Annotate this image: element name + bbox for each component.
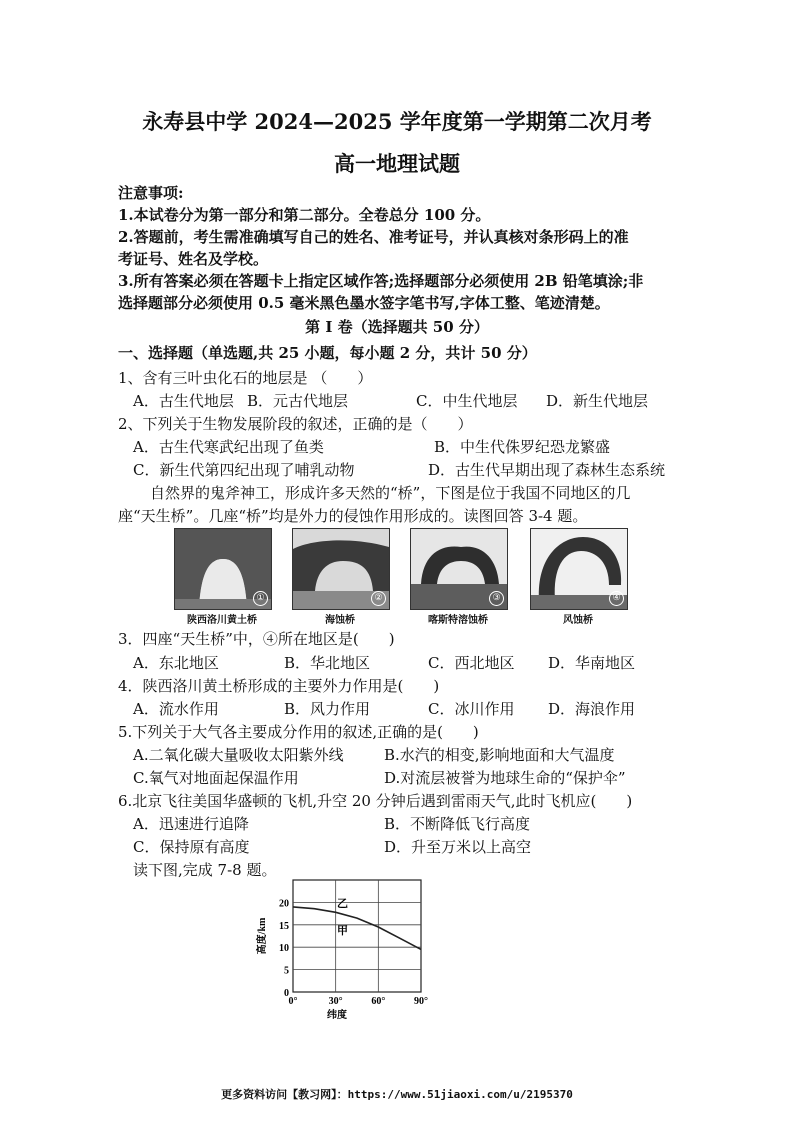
photo-number-4: ④ xyxy=(609,591,624,606)
q4-option-c: C．冰川作用 xyxy=(428,700,515,718)
chart-annotation: 乙 xyxy=(337,897,348,910)
photo-karst-bridge xyxy=(410,528,508,610)
x-tick-label: 0° xyxy=(288,996,298,1007)
q1-option-a: A．古生代地层 xyxy=(133,392,234,410)
q6-stem: 6.北京飞往美国华盛顿的飞机,升空 20 分钟后遇到雷雨天气,此时飞机应( ) xyxy=(118,792,633,810)
q5-stem: 5.下列关于大气各主要成分作用的叙述,正确的是( ) xyxy=(118,723,479,741)
photo-sea-arch xyxy=(292,528,390,610)
y-tick-label: 15 xyxy=(279,920,289,932)
photo-caption-3: 喀斯特溶蚀桥 xyxy=(428,615,488,626)
notes-item-2: 2.答题前，考生需准确填写自己的姓名、准考证号，并认真核对条形码上的准 xyxy=(118,228,629,246)
y-axis-label: 高度/km xyxy=(257,917,268,955)
x-tick-label: 30° xyxy=(328,996,343,1007)
y-tick-label: 5 xyxy=(284,965,289,977)
exam-title: 永寿县中学 2024—2025 学年度第一学期第二次月考 xyxy=(142,109,652,134)
q1-stem: 1、含有三叶虫化石的地层是 （ ） xyxy=(118,369,373,387)
q6-option-d: D．升至万米以上高空 xyxy=(384,838,532,856)
q4-stem: 4．陕西洛川黄土桥形成的主要外力作用是( ) xyxy=(118,677,440,695)
intro-3-4-cont: 座“天生桥”。几座“桥”均是外力的侵蚀作用形成的。读图回答 3-4 题。 xyxy=(118,507,588,525)
photo-caption-2: 海蚀桥 xyxy=(325,615,355,626)
part-heading: 第 I 卷（选择题共 50 分） xyxy=(305,318,489,336)
q1-option-c: C．中生代地层 xyxy=(416,392,518,410)
q5-option-d: D.对流层被誉为地球生命的“保护伞” xyxy=(384,769,626,787)
photo-caption-4: 风蚀桥 xyxy=(563,615,593,626)
q3-option-d: D．华南地区 xyxy=(548,654,636,672)
notes-item-3: 3.所有答案必须在答题卡上指定区域作答;选择题部分必须使用 2B 铅笔填涂;非 xyxy=(118,272,644,290)
notes-item-3-cont: 选择题部分必须使用 0.5 毫米黑色墨水签字笔书写,字体工整、笔迹清楚。 xyxy=(118,294,610,312)
q2-option-b: B．中生代侏罗纪恐龙繁盛 xyxy=(434,438,611,456)
q2-stem: 2、下列关于生物发展阶段的叙述，正确的是（ ） xyxy=(118,415,473,433)
y-tick-label: 10 xyxy=(279,943,289,955)
q6-option-a: A．迅速进行追降 xyxy=(133,815,249,833)
plot-frame xyxy=(293,880,421,992)
notes-heading: 注意事项: xyxy=(118,184,184,202)
section-heading: 一、选择题（单选题,共 25 小题，每小题 2 分，共计 50 分） xyxy=(118,344,537,362)
photo-number-3: ③ xyxy=(489,591,504,606)
q3-option-a: A．东北地区 xyxy=(133,654,219,672)
q5-option-b: B.水汽的相变,影响地面和大气温度 xyxy=(384,746,615,764)
photo-wind-arch xyxy=(530,528,628,610)
q2-option-c: C．新生代第四纪出现了哺乳动物 xyxy=(133,461,355,479)
chart-annotation: 甲 xyxy=(337,924,348,937)
q3-option-b: B．华北地区 xyxy=(284,654,371,672)
photo-caption-1: 陕西洛川黄土桥 xyxy=(187,615,257,626)
x-axis-label: 纬度 xyxy=(327,1010,347,1020)
q1-option-d: D．新生代地层 xyxy=(546,392,649,410)
q3-stem: 3．四座“天生桥”中，④所在地区是( ) xyxy=(118,630,395,648)
q2-option-a: A．古生代寒武纪出现了鱼类 xyxy=(133,438,324,456)
x-tick-label: 60° xyxy=(371,996,386,1007)
y-tick-label: 20 xyxy=(279,898,289,910)
series-line xyxy=(293,907,421,950)
y-tick-label: 0 xyxy=(284,988,289,999)
notes-item-1: 1.本试卷分为第一部分和第二部分。全卷总分 100 分。 xyxy=(118,206,491,224)
q4-option-b: B．风力作用 xyxy=(284,700,371,718)
q5-option-a: A.二氧化碳大量吸收太阳紫外线 xyxy=(133,746,344,764)
intro-3-4: 自然界的鬼斧神工，形成许多天然的“桥”，下图是位于我国不同地区的几 xyxy=(150,484,631,502)
q6-option-b: B．不断降低飞行高度 xyxy=(384,815,531,833)
q6-option-c: C．保持原有高度 xyxy=(133,838,250,856)
intro-7-8: 读下图,完成 7-8 题。 xyxy=(133,861,277,879)
exam-subtitle: 高一地理试题 xyxy=(334,151,460,176)
q2-option-d: D．古生代早期出现了森林生态系统 xyxy=(428,461,666,479)
notes-item-2-cont: 考证号、姓名及学校。 xyxy=(118,250,269,268)
q3-option-c: C．西北地区 xyxy=(428,654,515,672)
footer-link[interactable]: 更多资料访问【教习网】：https://www.51jiaoxi.com/u/2195370 xyxy=(221,1088,573,1101)
q4-option-d: D．海浪作用 xyxy=(548,700,636,718)
x-tick-label: 90° xyxy=(414,996,428,1007)
photo-number-1: ① xyxy=(253,591,268,606)
q5-option-c: C.氧气对地面起保温作用 xyxy=(133,769,299,787)
latitude-height-chart xyxy=(255,872,445,1020)
q1-option-b: B．元古代地层 xyxy=(247,392,349,410)
q4-option-a: A．流水作用 xyxy=(133,700,219,718)
photo-number-2: ② xyxy=(371,591,386,606)
photo-loess-bridge xyxy=(174,528,272,610)
